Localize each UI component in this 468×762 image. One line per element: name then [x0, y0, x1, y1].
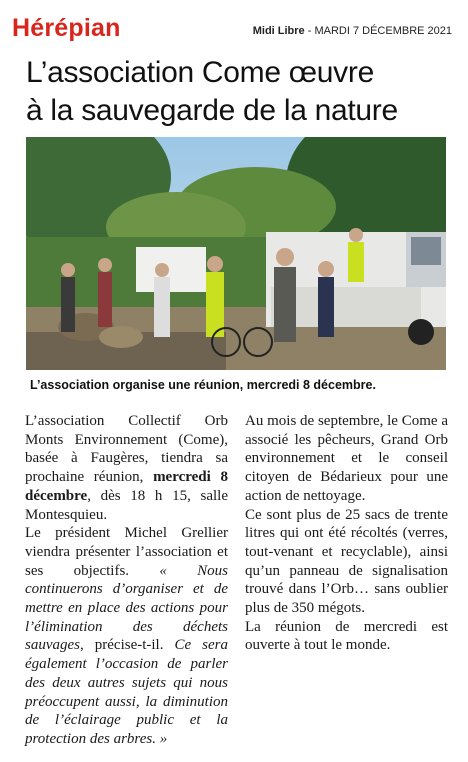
date-separator: - — [304, 25, 315, 37]
paragraph-1-text-end: , dès 18 h 15, salle Montesquieu. — [25, 487, 228, 523]
paragraph-2-text: Le président Michel Grellier viendra présenter l’association et ses objectifs. — [25, 525, 228, 579]
quote-part-2: Ce sera également l’occasion de parler des deux autres sujets qui nous préoccupent aussi, la diminution de l’éclairage public et la protection des arbres. » — [25, 637, 229, 747]
article-column-left — [25, 412, 228, 749]
headline — [26, 54, 456, 130]
headline-line-1: L’association Come œuvre — [26, 56, 374, 89]
town-title: Hérépian — [12, 14, 121, 42]
paragraph-2-attribution: , précise-t-il. — [80, 637, 175, 654]
photo-caption: L’association organise une réunion, mercredi 8 décembre. — [30, 378, 376, 392]
paragraph-3: Au mois de septembre, le Come a associé les pêcheurs, Grand Orb environnement et le conseil citoyen de Bédarieux pour une action de nettoyage. — [245, 413, 448, 504]
paragraph-2 — [25, 524, 228, 748]
publication-date: MARDI 7 DÉCEMBRE 2021 — [314, 25, 452, 37]
paragraph-5: La réunion de mercredi est ouverte à tout le monde. — [245, 618, 448, 654]
paragraph-1 — [25, 412, 228, 524]
quote-part-1: « Nous continuerons d’organiser et de mettre en place des actions pour l’élimination des déchets sauvages — [25, 562, 229, 654]
publication-name: Midi Libre — [252, 25, 305, 37]
headline-line-2: à la sauvegarde de la nature — [26, 94, 398, 127]
article-column-right — [245, 412, 448, 655]
article-photo — [26, 137, 446, 370]
paragraph-4: Ce sont plus de 25 sacs de trente litres qui ont été récoltés (verres, tout-venant et recyclable), ainsi qu’un panneau de signalisation trouvé dans l’Orb… sans oublier plus de 350 mégots. — [245, 506, 448, 617]
paragraph-1-text: L’association Collectif Orb Monts Environnement (Come), basée à Faugères, tiendra sa prochaine réunion, — [25, 413, 228, 486]
publication-line — [253, 25, 452, 37]
page-header — [0, 0, 468, 50]
meeting-date: mercredi 8 décembre — [25, 469, 228, 504]
